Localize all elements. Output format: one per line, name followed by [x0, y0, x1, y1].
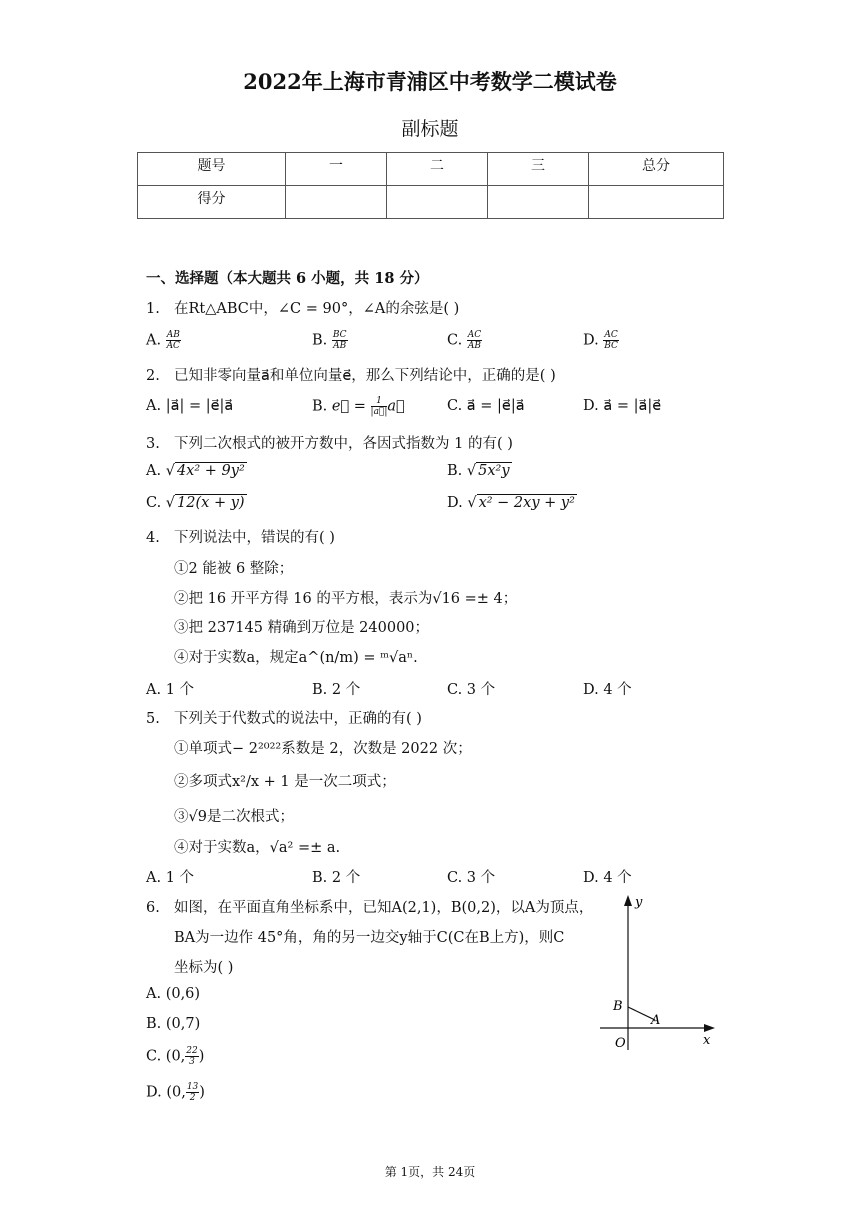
- question-4: [146, 526, 335, 547]
- question-text: 已知非零向量a⃗和单位向量e⃗，那么下列结论中，正确的是( ): [174, 368, 556, 384]
- q1-option-c[interactable]: [447, 330, 482, 351]
- q3-option-d[interactable]: [447, 495, 577, 511]
- x-axis-label: x: [703, 1033, 711, 1048]
- origin-label: O: [615, 1036, 626, 1051]
- score-cell[interactable]: [286, 186, 387, 219]
- score-header-cell: 题号: [138, 153, 286, 186]
- question-number: 5.: [146, 711, 160, 727]
- option-label: C.: [447, 332, 463, 349]
- question-number: 1.: [146, 301, 160, 317]
- fraction: $\frac{AC}{AB}$: [467, 330, 482, 351]
- option-label: C.: [146, 495, 162, 511]
- question-1: [146, 297, 459, 318]
- document-subtitle: 副标题: [401, 118, 459, 140]
- question-number: 3.: [146, 436, 160, 452]
- q3-option-a[interactable]: [146, 463, 247, 479]
- option-label: A.: [146, 463, 162, 479]
- point-b-label: B: [613, 999, 623, 1014]
- score-cell[interactable]: [387, 186, 488, 219]
- q5-statement: ④对于实数a，√a² =± a.: [174, 840, 341, 856]
- question-number: 2.: [146, 368, 160, 384]
- coordinate-figure: [595, 890, 725, 1060]
- question-number: 4.: [146, 530, 160, 546]
- option-label: C. (0,: [146, 1048, 186, 1065]
- q2-option-c[interactable]: C. a⃗ = |e⃗|a⃗: [447, 398, 525, 414]
- q4-option-a[interactable]: A. 1 个: [146, 682, 195, 698]
- page-footer: 第 1页，共 24页: [384, 1165, 476, 1179]
- option-label: B.: [447, 463, 463, 479]
- option-label: B.: [312, 398, 332, 415]
- option-label: D. (0,: [146, 1084, 186, 1101]
- fraction: $\frac{AC}{BC}$: [604, 330, 618, 351]
- question-text: 下列二次根式的被开方数中，各因式指数为 1 的有( ): [174, 436, 513, 452]
- point-a-label: A: [651, 1013, 661, 1028]
- score-row-label: 得分: [138, 186, 286, 219]
- sqrt: √ x² − 2xy + y²: [467, 495, 575, 511]
- fraction: $\frac{13}{2}$: [186, 1082, 199, 1103]
- question-3: [146, 432, 513, 453]
- score-table: [137, 152, 724, 219]
- q1-option-b[interactable]: [312, 330, 348, 351]
- q6-option-c[interactable]: C. (0, $\frac{22}{3}$ ): [146, 1046, 205, 1067]
- question-6-line: BA为一边作 45°角，角的另一边交y轴于C(C在B上方)，则C: [174, 930, 565, 946]
- score-header-cell: 一: [286, 153, 387, 186]
- q4-statement: ②把 16 开平方得 16 的平方根，表示为√16 =± 4；: [174, 591, 518, 607]
- q3-option-b[interactable]: [447, 463, 512, 479]
- question-2: [146, 364, 556, 385]
- question-5: [146, 707, 422, 728]
- question-text: 在Rt△ABC中，∠C = 90°，∠A的余弦是( ): [174, 301, 460, 317]
- q4-option-b[interactable]: B. 2 个: [312, 682, 361, 698]
- y-axis-label: y: [635, 895, 643, 910]
- question-number: 6.: [146, 900, 160, 916]
- q5-option-c[interactable]: C. 3 个: [447, 870, 496, 886]
- y-axis-arrow: [624, 895, 632, 906]
- fraction: $\frac{1}{|a⃗|}$: [370, 396, 388, 417]
- q1-option-a[interactable]: [146, 330, 181, 351]
- option-label: D.: [583, 332, 599, 349]
- q6-option-a[interactable]: A. (0,6): [146, 986, 201, 1002]
- q4-statement: ④对于实数a，规定a^(n/m) = ᵐ√aⁿ.: [174, 650, 418, 666]
- q6-option-d[interactable]: D. (0, $\frac{13}{2}$ ): [146, 1082, 205, 1103]
- q1-option-d[interactable]: [583, 330, 619, 351]
- sqrt: √ 5x²y: [466, 463, 510, 479]
- q5-statement: ③√9是二次根式；: [174, 809, 294, 825]
- q5-option-b[interactable]: B. 2 个: [312, 870, 361, 886]
- q5-option-a[interactable]: A. 1 个: [146, 870, 195, 886]
- q5-statement: ②多项式x²/x + 1 是一次二项式；: [174, 774, 396, 790]
- score-cell[interactable]: [589, 186, 724, 219]
- option-label: A.: [146, 332, 162, 349]
- score-header-cell: 二: [387, 153, 488, 186]
- score-table-header-row: [138, 153, 724, 186]
- q6-option-b[interactable]: B. (0,7): [146, 1016, 201, 1032]
- question-text: 下列说法中，错误的有( ): [174, 530, 335, 546]
- q5-option-d[interactable]: D. 4 个: [583, 870, 632, 886]
- question-text: 如图，在平面直角坐标系中，已知A(2,1)，B(0,2)，以A为顶点，: [174, 900, 594, 916]
- fraction: $\frac{AB}{AC}$: [166, 330, 180, 351]
- q3-option-c[interactable]: [146, 495, 247, 511]
- sqrt: √ 4x² + 9y²: [165, 463, 245, 479]
- score-table-score-row: [138, 186, 724, 219]
- document-title: 2022年上海市青浦区中考数学二模试卷: [243, 69, 617, 94]
- option-label: D.: [447, 495, 463, 511]
- q4-statement: ①2 能被 6 整除；: [174, 561, 294, 577]
- q2-option-d[interactable]: D. a⃗ = |a⃗|e⃗: [583, 398, 662, 414]
- question-text: 下列关于代数式的说法中，正确的有( ): [174, 711, 422, 727]
- fraction: $\frac{BC}{AB}$: [332, 330, 347, 351]
- option-math: e⃗ =: [331, 398, 366, 415]
- section-heading: 一、选择题（本大题共 6 小题，共 18 分）: [146, 270, 429, 287]
- score-header-cell: 三: [488, 153, 589, 186]
- option-math: a⃗: [387, 398, 405, 415]
- option-label: B.: [312, 332, 328, 349]
- score-cell[interactable]: [488, 186, 589, 219]
- score-header-cell: 总分: [589, 153, 724, 186]
- q4-option-c[interactable]: C. 3 个: [447, 682, 496, 698]
- question-6: [146, 896, 593, 917]
- q4-statement: ③把 237145 精确到万位是 240000；: [174, 620, 430, 636]
- x-axis-arrow: [704, 1024, 715, 1032]
- fraction: $\frac{22}{3}$: [186, 1046, 198, 1067]
- q4-option-d[interactable]: D. 4 个: [583, 682, 632, 698]
- q2-option-a[interactable]: A. |a⃗| = |e⃗|a⃗: [146, 398, 234, 414]
- sqrt: √ 12(x + y): [165, 495, 245, 511]
- q2-option-b[interactable]: [312, 396, 405, 417]
- question-6-line: 坐标为( ): [174, 960, 234, 976]
- q5-statement: ①单项式− 2²⁰²²系数是 2，次数是 2022 次；: [174, 741, 472, 757]
